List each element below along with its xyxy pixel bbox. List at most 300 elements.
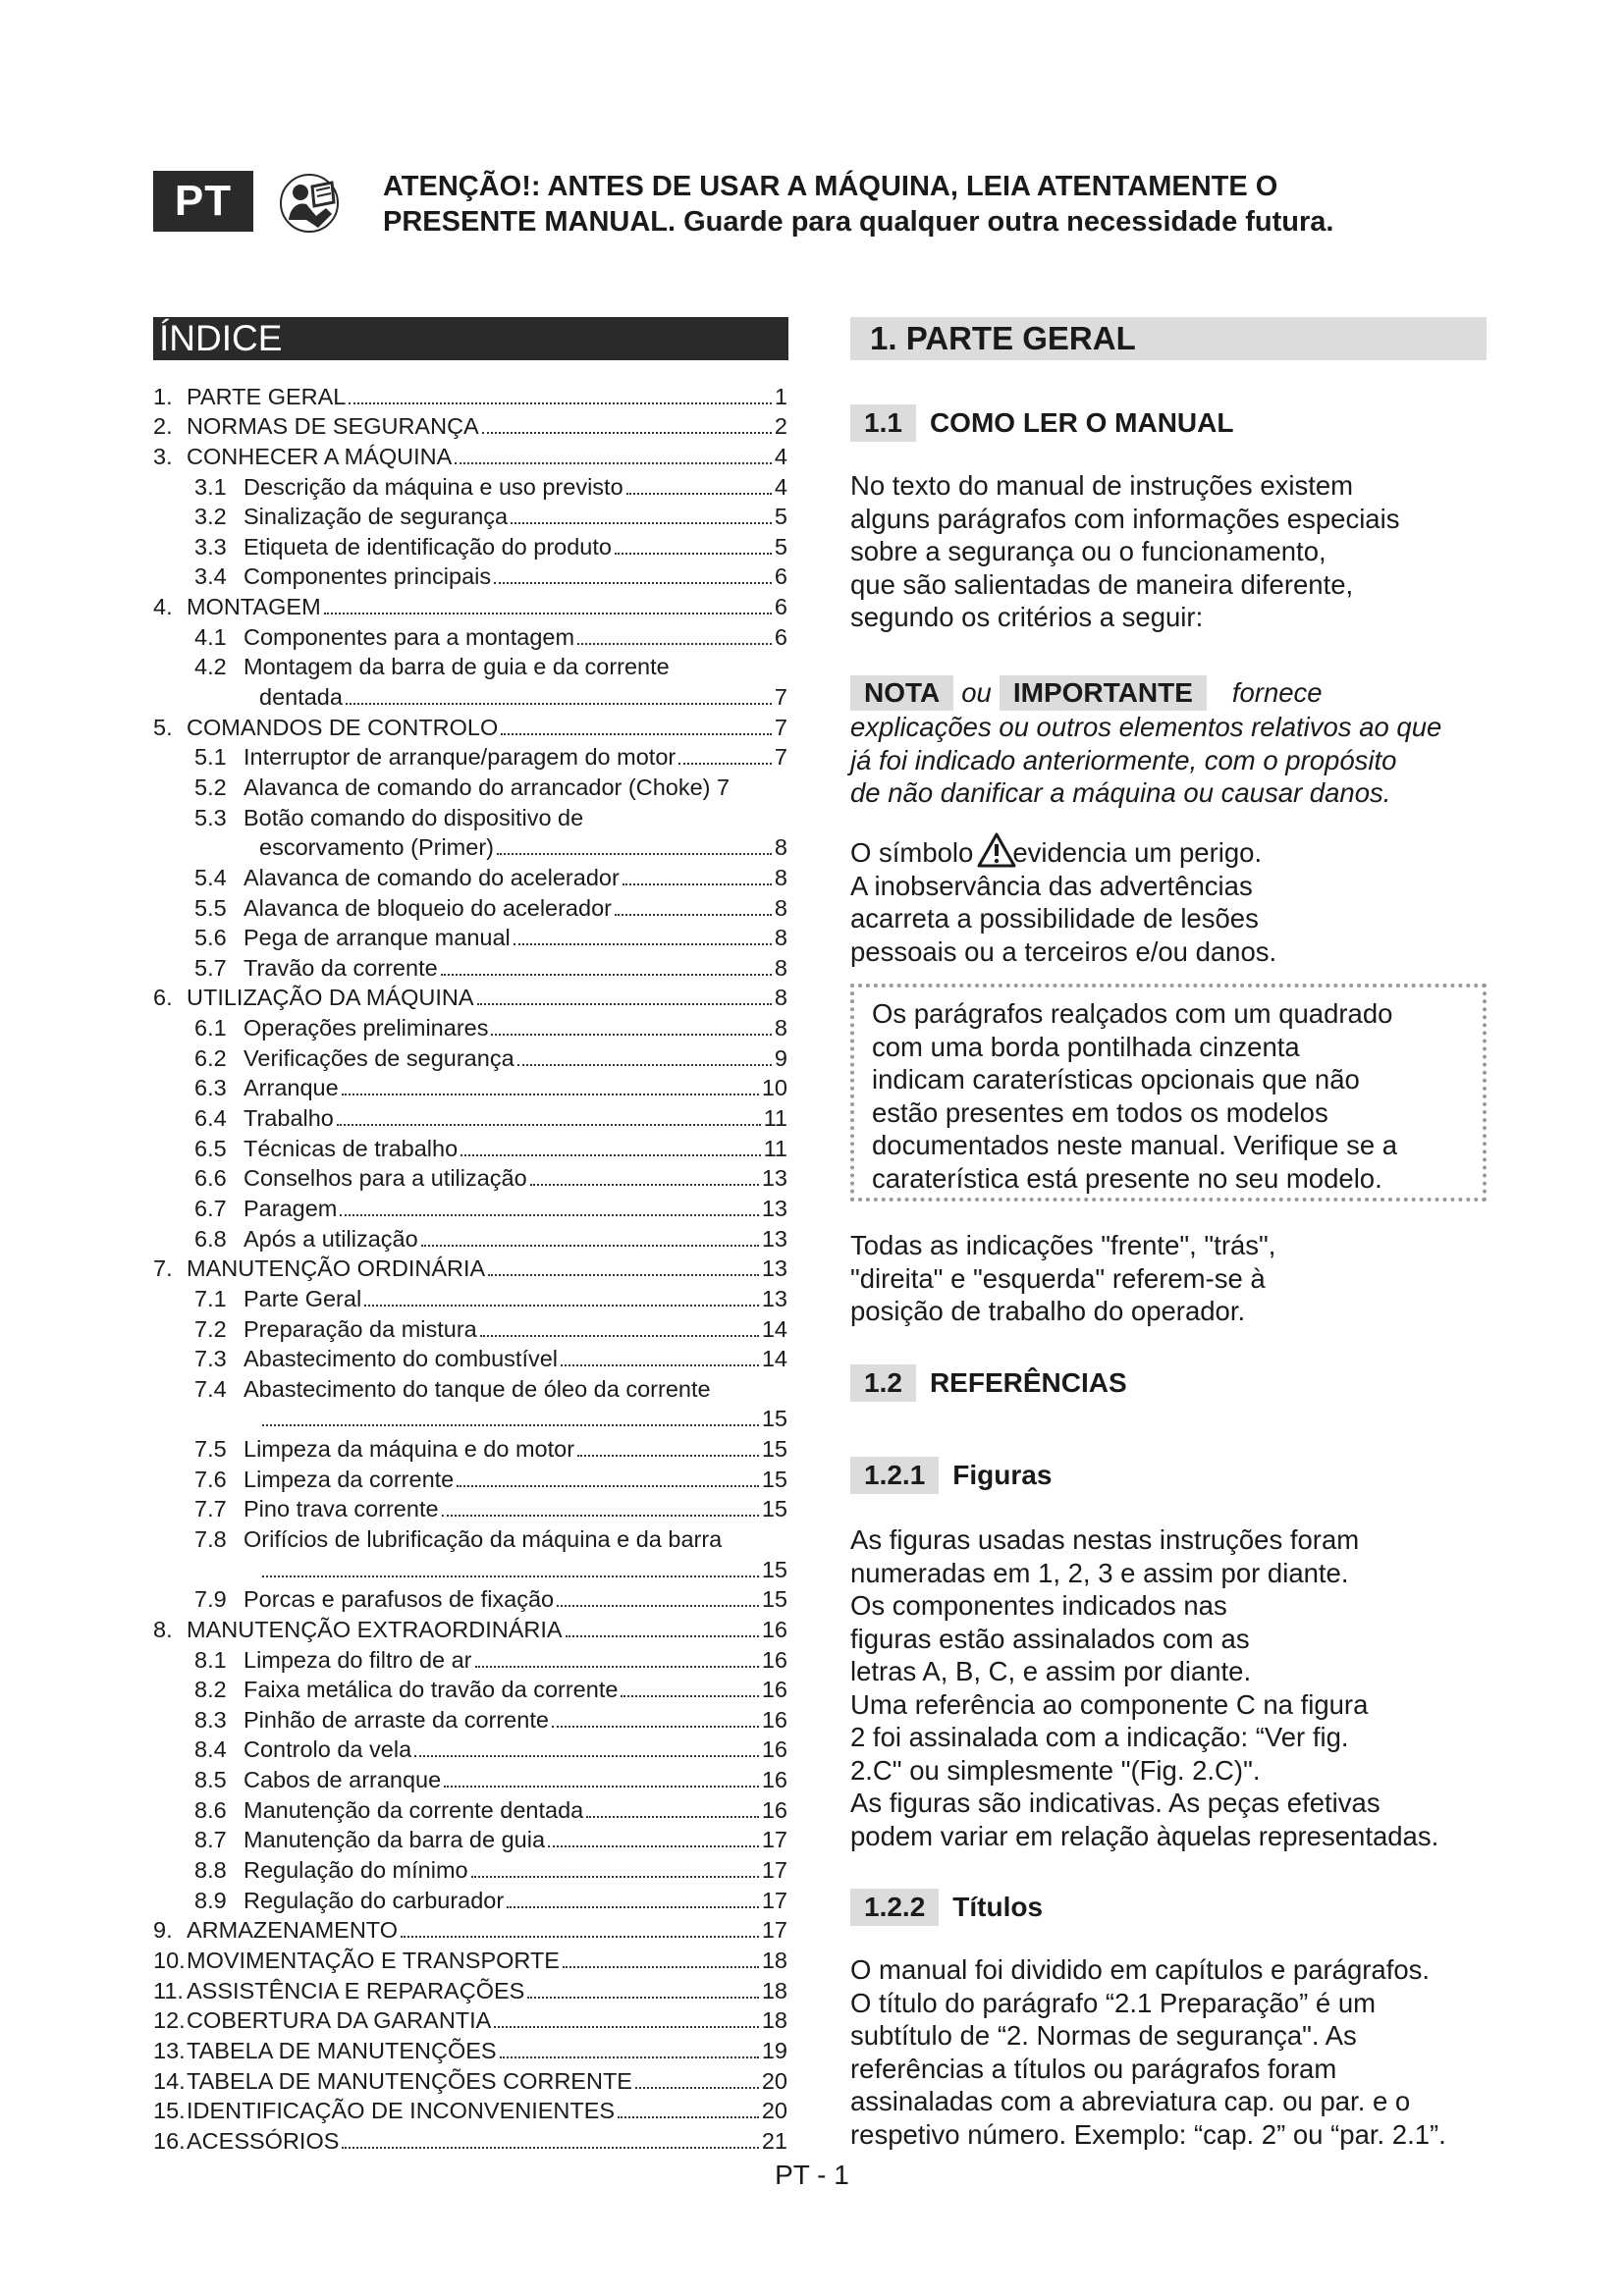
toc-entry-title: Etiqueta de identificação do produto [244, 533, 612, 560]
toc-entry-title: Descrição da máquina e uso previsto [244, 473, 623, 500]
toc-entry-title: Verificações de segurança [244, 1044, 514, 1071]
toc-entry-page: 16 [761, 1767, 787, 1793]
toc-dot-leader [501, 725, 772, 735]
index-title: ÍNDICE [153, 317, 788, 360]
toc-entry-page: 13 [761, 1195, 787, 1221]
toc-dot-leader [346, 695, 772, 705]
toc-entry-title: Abastecimento do tanque de óleo da corrente [244, 1375, 711, 1402]
toc-dot-leader [460, 1147, 760, 1156]
toc-entry-number: 6.7 [194, 1195, 227, 1221]
ou-word: ou [961, 677, 992, 709]
toc-entry-number: 8.8 [194, 1857, 227, 1884]
toc-entry-page: 4 [774, 443, 787, 469]
toc-entry[interactable] [153, 981, 787, 1011]
toc-entry-number: 5.5 [194, 894, 227, 921]
toc-dot-leader [444, 1778, 759, 1788]
toc-entry[interactable] [153, 469, 787, 500]
toc-entry-number: 4. [153, 594, 173, 620]
toc-entry-page: 16 [761, 1646, 787, 1673]
text-line: O título do parágrafo “2.1 Preparação” é um [850, 1987, 1377, 2018]
intro-paragraph [850, 469, 1489, 634]
toc-entry-title: Regulação do mínimo [244, 1857, 468, 1884]
toc-entry[interactable] [153, 1883, 787, 1913]
toc-entry-number: 6.4 [194, 1105, 227, 1132]
text-line: que são salientadas de maneira diferente, [850, 568, 1354, 600]
text-line: figuras estão assinalados com as [850, 1623, 1250, 1654]
toc-entry-page: 17 [761, 1917, 787, 1944]
toc-entry-page: 8 [774, 985, 787, 1011]
toc-entry-number: 5. [153, 714, 173, 740]
toc-entry-page: 9 [774, 1044, 787, 1071]
toc-entry[interactable] [153, 2094, 787, 2124]
toc-entry[interactable] [153, 500, 787, 530]
toc-entry[interactable] [153, 770, 787, 800]
toc-entry[interactable] [153, 1522, 787, 1552]
toc-entry-title: Manutenção da corrente dentada [244, 1796, 584, 1823]
toc-entry-title: ARMAZENAMENTO [187, 1917, 398, 1944]
toc-dot-leader [500, 2049, 759, 2058]
toc-entry-title: Conselhos para a utilização [244, 1165, 527, 1192]
toc-entry[interactable] [153, 1462, 787, 1492]
nota-text [850, 711, 1489, 810]
toc-entry-page: 17 [761, 1887, 787, 1913]
toc-dot-leader [566, 1628, 759, 1637]
toc-entry-title: Arranque [244, 1075, 339, 1101]
toc-entry[interactable] [153, 1913, 787, 1944]
toc-dot-leader [337, 1116, 761, 1126]
text-line: posição de trabalho do operador. [850, 1296, 1246, 1326]
toc-entry-number: 2. [153, 413, 173, 440]
toc-entry-number: 8.9 [194, 1887, 227, 1913]
toc-entry[interactable] [153, 1642, 787, 1673]
toc-entry-page: 8 [774, 925, 787, 951]
optional-features-box [850, 984, 1487, 1201]
toc-entry-number: 7.9 [194, 1586, 227, 1613]
toc-entry-title: Limpeza do filtro de ar [244, 1646, 472, 1673]
toc-entry-page: 15 [761, 1436, 787, 1463]
toc-entry-number: 5.3 [194, 804, 227, 830]
toc-entry[interactable] [153, 1762, 787, 1792]
text-line: pessoais ou a terceiros e/ou danos. [850, 935, 1277, 967]
text-line: podem variar em relação àquelas representadas. [850, 1820, 1439, 1851]
toc-entry-number: 3.1 [194, 473, 227, 500]
toc-entry-number: 3. [153, 443, 173, 469]
toc-dot-leader [517, 1056, 772, 1066]
toc-entry-title: MANUTENÇÃO ORDINÁRIA [187, 1255, 486, 1282]
toc-entry-page: 13 [761, 1255, 787, 1282]
subsection-title: REFERÊNCIAS [929, 1367, 1127, 1398]
toc-entry[interactable] [153, 1702, 787, 1733]
toc-dot-leader [497, 845, 772, 855]
text-line: referências a títulos ou parágrafos foram [850, 2053, 1337, 2084]
toc-entry-title: UTILIZAÇÃO DA MÁQUINA [187, 985, 474, 1011]
toc-entry[interactable] [153, 710, 787, 740]
toc-entry[interactable] [153, 2033, 787, 2063]
importante-tag: IMPORTANTE [1000, 675, 1207, 711]
toc-dot-leader [262, 1568, 759, 1577]
text-line: de não danificar a máquina ou causar danos. [850, 777, 1391, 808]
toc-entry-page: 8 [774, 834, 787, 861]
toc-entry-title: Orifícios de lubrificação da máquina e da barra [244, 1525, 723, 1552]
toc-entry-number: 7.3 [194, 1346, 227, 1372]
subsection-number: 1.2.2 [850, 1889, 939, 1926]
toc-dot-leader [514, 935, 772, 945]
text-line: caraterística está presente no seu modelo. [872, 1162, 1382, 1194]
toc-entry-page: 16 [761, 1616, 787, 1642]
text-line: subtítulo de “2. Normas de segurança". As [850, 2020, 1357, 2051]
toc-entry-page: 6 [774, 623, 787, 650]
toc-entry-number: 7. [153, 1255, 173, 1282]
toc-entry-page: 18 [761, 1947, 787, 1973]
toc-entry-title: Pinhão de arraste da corrente [244, 1706, 549, 1733]
subsection-1-1 [850, 404, 1233, 442]
toc-dot-leader [678, 755, 772, 765]
subsection-number: 1.1 [850, 404, 916, 442]
text-line: Todas as indicações "frente", "trás", [850, 1230, 1276, 1260]
toc-entry-page: 15 [761, 1496, 787, 1522]
toc-entry-number: 3.4 [194, 563, 227, 590]
toc-dot-leader [471, 1868, 759, 1878]
toc-entry[interactable] [153, 1492, 787, 1522]
toc-entry-number: 3.3 [194, 533, 227, 560]
text-line: acarreta a possibilidade de lesões [850, 903, 1259, 934]
toc-entry-page: 14 [761, 1315, 787, 1342]
toc-entry-number: 13. [153, 2037, 186, 2063]
text-line: A inobservância das advertências [850, 870, 1253, 901]
toc-entry[interactable] [153, 1582, 787, 1613]
toc-dot-leader [442, 1507, 759, 1517]
text-line: Os componentes indicados nas [850, 1590, 1227, 1621]
toc-entry[interactable] [153, 619, 787, 650]
toc-dot-leader [475, 1658, 759, 1668]
toc-entry-number: 8. [153, 1616, 173, 1642]
toc-entry-page: 20 [761, 2067, 787, 2094]
toc-entry[interactable] [153, 1010, 787, 1041]
toc-entry[interactable] [153, 1191, 787, 1221]
toc-entry-number: 8.2 [194, 1677, 227, 1703]
toc-entry[interactable] [153, 1131, 787, 1161]
toc-entry-page: 8 [774, 1015, 787, 1041]
toc-entry-number: 7.6 [194, 1466, 227, 1492]
toc-entry[interactable] [153, 1673, 787, 1703]
toc-dot-leader [561, 1357, 759, 1366]
toc-entry[interactable] [153, 1071, 787, 1101]
toc-entry[interactable] [153, 1852, 787, 1883]
toc-entry-number: 11. [153, 1977, 184, 2003]
subsection-number: 1.2.1 [850, 1457, 939, 1494]
toc-entry-title: Cabos de arranque [244, 1767, 442, 1793]
toc-entry-number: 1. [153, 383, 173, 409]
toc-dot-leader [482, 424, 772, 434]
toc-entry-number: 8.6 [194, 1796, 227, 1823]
toc-entry-title: PARTE GERAL [187, 383, 347, 409]
toc-entry-title: CONHECER A MÁQUINA [187, 443, 453, 469]
toc-entry-title: Controlo da vela [244, 1736, 412, 1763]
toc-entry-title: MANUTENÇÃO EXTRAORDINÁRIA [187, 1616, 563, 1642]
toc-entry-page: 16 [761, 1706, 787, 1733]
toc-entry-title: Componentes principais [244, 563, 492, 590]
toc-entry[interactable] [153, 560, 787, 590]
toc-entry[interactable] [153, 1221, 787, 1252]
toc-entry-number: 6.8 [194, 1225, 227, 1252]
toc-entry-number: 4.2 [194, 654, 227, 680]
toc-dot-leader [635, 2079, 759, 2089]
text-line: Uma referência ao componente C na figura [850, 1688, 1369, 1720]
text-line: indicam caraterísticas opcionais que não [872, 1064, 1360, 1095]
text-line: numeradas em 1, 2, 3 e assim por diante. [850, 1557, 1349, 1588]
toc-entry-page: 11 [763, 1135, 787, 1161]
toc-entry-page: 14 [761, 1346, 787, 1372]
subsection-title: COMO LER O MANUAL [929, 407, 1234, 438]
text-line: sobre a segurança ou o funcionamento, [850, 536, 1326, 566]
toc-entry[interactable] [153, 1943, 787, 1973]
toc-dot-leader [527, 1989, 759, 1999]
toc-entry-number: 6.3 [194, 1075, 227, 1101]
toc-dot-leader [457, 1477, 759, 1487]
toc-entry-page: 2 [774, 413, 787, 440]
toc-entry[interactable] [153, 1281, 787, 1311]
toc-dot-leader [342, 2139, 758, 2149]
text-line: com uma borda pontilhada cinzenta [872, 1031, 1300, 1062]
toc-entry-title: Preparação da mistura [244, 1315, 477, 1342]
toc-dot-leader [480, 1327, 759, 1337]
warning-line-2: PRESENTE MANUAL. Guarde para qualquer outra necessidade futura. [383, 206, 1334, 238]
simbolo-pre: O símbolo [850, 837, 974, 868]
toc-entry-page: 21 [761, 2127, 787, 2154]
toc-entry-title: COMANDOS DE CONTROLO [187, 714, 499, 740]
toc-entry-title: Técnicas de trabalho [244, 1135, 459, 1161]
text-line: alguns parágrafos com informações especiais [850, 503, 1400, 534]
text-line: "direita" e "esquerda" referem-se à [850, 1262, 1266, 1294]
toc-entry[interactable] [153, 921, 787, 951]
toc-dot-leader [324, 605, 772, 614]
toc-entry-number: 5.4 [194, 864, 227, 890]
toc-dot-leader [421, 1237, 759, 1247]
toc-entry-number: 7.5 [194, 1436, 227, 1463]
toc-entry[interactable] [153, 1552, 787, 1582]
toc-entry-page: 15 [761, 1406, 787, 1432]
toc-dot-leader [455, 454, 772, 464]
toc-dot-leader [342, 1086, 759, 1095]
toc-dot-leader [511, 514, 772, 524]
toc-entry[interactable] [153, 1161, 787, 1192]
toc-entry[interactable] [153, 1252, 787, 1282]
toc-entry-page: 6 [774, 594, 787, 620]
toc-entry-number: 7.1 [194, 1285, 227, 1311]
toc-entry[interactable] [153, 2003, 787, 2034]
text-line: já foi indicado anteriormente, com o propósito [850, 744, 1397, 775]
nota-tag: NOTA [850, 675, 953, 711]
toc-entry[interactable] [153, 1733, 787, 1763]
toc-entry-title: Sinalização de segurança [244, 504, 509, 530]
toc-entry[interactable] [153, 2063, 787, 2094]
titles-paragraph [850, 1953, 1489, 2151]
toc-entry-title: ACESSÓRIOS [187, 2127, 340, 2154]
toc-entry-title: Faixa metálica do travão da corrente [244, 1677, 619, 1703]
text-line: assinaladas com a abreviatura cap. ou par. e o [850, 2086, 1411, 2116]
toc-entry[interactable] [153, 1973, 787, 2003]
toc-entry[interactable] [153, 830, 787, 861]
toc-entry[interactable] [153, 529, 787, 560]
toc-entry-title: Alavanca de bloqueio do acelerador [244, 894, 612, 921]
toc-dot-leader [262, 1416, 759, 1426]
toc-entry[interactable] [153, 2123, 787, 2154]
toc-entry-page: 5 [774, 533, 787, 560]
warning-triangle-icon [977, 832, 1016, 868]
toc-entry[interactable] [153, 589, 787, 619]
simbolo-post: evidencia um perigo. [1012, 837, 1263, 868]
toc-dot-leader [623, 876, 772, 885]
toc-entry-page: 8 [774, 864, 787, 890]
toc-entry-page: 18 [761, 1977, 787, 2003]
text-line: No texto do manual de instruções existem [850, 470, 1354, 501]
toc-dot-leader [626, 485, 772, 495]
toc-entry-title: Parte Geral [244, 1285, 362, 1311]
read-manual-icon [277, 173, 342, 234]
toc-entry[interactable] [153, 679, 787, 710]
toc-entry[interactable] [153, 1100, 787, 1131]
text-line: As figuras usadas nestas instruções foram [850, 1524, 1360, 1555]
toc-entry-title: Pega de arranque manual [244, 925, 511, 951]
toc-entry-number: 7.8 [194, 1525, 227, 1552]
fornece-word: fornece [1231, 677, 1323, 709]
toc-entry-title: Limpeza da corrente [244, 1466, 455, 1492]
toc-entry-number: 6.5 [194, 1135, 227, 1161]
toc-entry-title: ASSISTÊNCIA E REPARAÇÕES [187, 1977, 525, 2003]
toc-entry[interactable] [153, 1402, 787, 1432]
toc-entry[interactable] [153, 1342, 787, 1372]
text-line: segundo os critérios a seguir: [850, 602, 1204, 632]
toc-entry-title: Componentes para a montagem [244, 623, 575, 650]
toc-entry[interactable] [153, 740, 787, 771]
toc-dot-leader [494, 574, 772, 584]
toc-entry-number: 5.7 [194, 954, 227, 981]
text-line: estão presentes em todos os modelos [872, 1096, 1328, 1128]
toc-entry-page: 8 [774, 954, 787, 981]
toc-dot-leader [494, 2018, 759, 2028]
toc-entry-title: Após a utilização [244, 1225, 418, 1252]
toc-entry[interactable] [153, 1371, 787, 1402]
toc-entry[interactable] [153, 1311, 787, 1342]
nota-paragraph [850, 675, 1489, 810]
toc-entry-number: 7.7 [194, 1496, 227, 1522]
toc-entry-number: 14. [153, 2067, 186, 2094]
toc-entry-number: 6. [153, 985, 173, 1011]
toc-entry[interactable] [153, 379, 787, 409]
toc-entry[interactable] [153, 950, 787, 981]
text-line: documentados neste manual. Verifique se a [872, 1130, 1398, 1160]
toc-entry[interactable] [153, 860, 787, 890]
toc-entry[interactable] [153, 1041, 787, 1071]
text-line: explicações ou outros elementos relativos ao que [850, 712, 1442, 742]
section-title: 1. PARTE GERAL [850, 317, 1487, 360]
toc-entry-title: Paragem [244, 1195, 338, 1221]
toc-entry[interactable] [153, 1612, 787, 1642]
toc-dot-leader [621, 1687, 758, 1697]
toc-entry-title: Montagem da barra de guia e da corrente [244, 654, 670, 680]
toc-entry-page: 6 [774, 563, 787, 590]
toc-entry-number: 8.7 [194, 1827, 227, 1853]
toc-dot-leader [507, 1898, 759, 1908]
toc-entry-title: Manutenção da barra de guia [244, 1827, 546, 1853]
toc-entry[interactable] [153, 409, 787, 440]
subsection-title: Títulos [952, 1892, 1044, 1922]
toc-dot-leader [577, 1447, 759, 1457]
toc-entry-page: 1 [774, 383, 787, 409]
toc-entry-title: MONTAGEM [187, 594, 321, 620]
toc-entry-title: TABELA DE MANUTENÇÕES [187, 2037, 497, 2063]
toc-dot-leader [618, 2109, 759, 2118]
toc-entry-title: dentada [259, 684, 343, 711]
toc-dot-leader [491, 1026, 771, 1036]
toc-entry-page: 20 [761, 2098, 787, 2124]
toc-entry-title: MOVIMENTAÇÃO E TRANSPORTE [187, 1947, 560, 1973]
page-number: PT - 1 [775, 2160, 849, 2190]
toc-entry-number: 15. [153, 2098, 186, 2124]
toc-entry[interactable] [153, 890, 787, 921]
toc-entry[interactable] [153, 1823, 787, 1853]
toc-dot-leader [563, 1958, 759, 1968]
toc-entry-number: 8.4 [194, 1736, 227, 1763]
toc-entry-page: 4 [774, 473, 787, 500]
toc-entry-title: IDENTIFICAÇÃO DE INCONVENIENTES [187, 2098, 616, 2124]
toc-entry-title: Alavanca de comando do acelerador [244, 864, 620, 890]
toc-entry[interactable] [153, 650, 787, 680]
toc-entry-number: 6.6 [194, 1165, 227, 1192]
toc-dot-leader [340, 1206, 759, 1216]
toc-entry-title: Travão da corrente [244, 954, 438, 981]
toc-entry-number: 4.1 [194, 623, 227, 650]
toc-entry-page: 5 [774, 504, 787, 530]
toc-entry-page: 13 [761, 1165, 787, 1192]
subsection-title: Figuras [952, 1460, 1053, 1490]
toc-entry-title: escorvamento (Primer) [259, 834, 494, 861]
toc-entry-number: 6.1 [194, 1015, 227, 1041]
toc-dot-leader [414, 1747, 759, 1757]
toc-entry[interactable] [153, 1431, 787, 1462]
toc-entry[interactable] [153, 1792, 787, 1823]
toc-entry[interactable] [153, 800, 787, 830]
toc-entry-title: Alavanca de comando do arrancador (Choke) 7 [244, 774, 731, 800]
toc-entry-number: 8.1 [194, 1646, 227, 1673]
subsection-1-2-1 [850, 1457, 1052, 1494]
toc-entry-page: 16 [761, 1677, 787, 1703]
toc-dot-leader [615, 906, 772, 916]
toc-entry-title: Botão comando do dispositivo de [244, 804, 584, 830]
toc-dot-leader [577, 635, 772, 645]
text-line: 2.C" ou simplesmente "(Fig. 2.C)". [850, 1754, 1261, 1786]
toc-entry-number: 7.4 [194, 1375, 227, 1402]
toc-entry-number: 5.2 [194, 774, 227, 800]
toc-entry-number: 8.5 [194, 1767, 227, 1793]
toc-entry-number: 9. [153, 1917, 173, 1944]
toc-entry[interactable] [153, 439, 787, 469]
toc-entry-title: Operações preliminares [244, 1015, 489, 1041]
toc-dot-leader [488, 1266, 759, 1276]
toc-dot-leader [349, 395, 772, 404]
toc-entry-page: 7 [774, 744, 787, 771]
toc-dot-leader [615, 545, 772, 555]
toc-entry-title: Pino trava corrente [244, 1496, 439, 1522]
toc-entry-page: 8 [774, 894, 787, 921]
position-paragraph [850, 1229, 1489, 1328]
toc-dot-leader [557, 1597, 759, 1607]
toc-entry-number: 10. [153, 1947, 186, 1973]
subsection-1-2 [850, 1364, 1127, 1402]
toc-entry-page: 10 [761, 1075, 787, 1101]
safety-warning [383, 169, 1483, 240]
toc-dot-leader [586, 1808, 759, 1818]
